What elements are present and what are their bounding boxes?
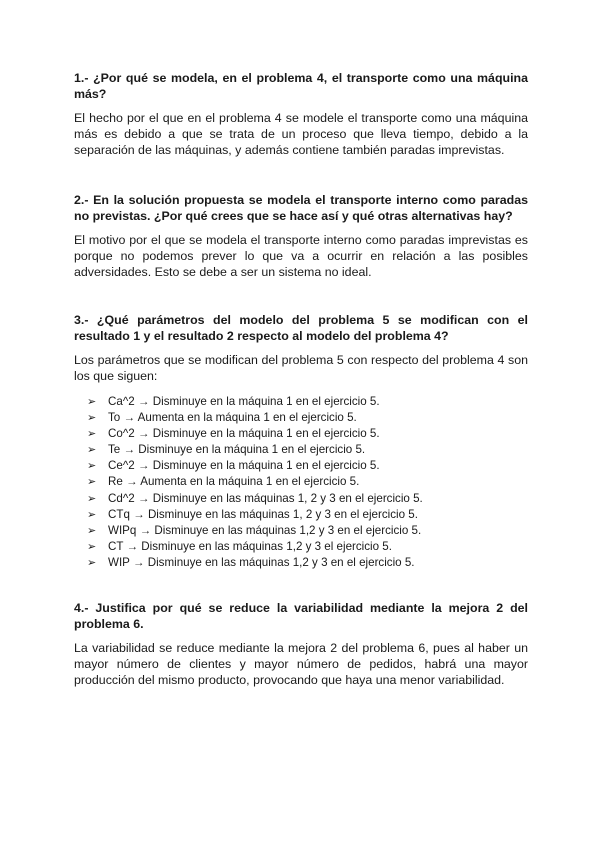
question-1: 1.- ¿Por qué se modela, en el problema 4, el transporte como una máquina más? xyxy=(74,71,528,101)
list-item xyxy=(87,394,528,410)
arrow-bullet-icon: ➢ xyxy=(87,412,97,425)
arrow-bullet-icon: ➢ xyxy=(87,396,97,408)
list-item xyxy=(87,474,528,490)
list-item-text: Cd^2 → Disminuye en las máquinas 1, 2 y 3 en el ejercicio 5. xyxy=(108,491,423,505)
list-item-text: WIP → Disminuye en las máquinas 1,2 y 3 en el ejercicio 5. xyxy=(108,555,415,569)
arrow-bullet-icon: ➢ xyxy=(87,492,97,505)
list-item-text: Re → Aumenta en la máquina 1 en el ejercicio 5. xyxy=(108,475,360,489)
section-4 xyxy=(74,600,528,688)
arrow-bullet-icon: ➢ xyxy=(87,444,97,457)
section-2 xyxy=(74,192,528,280)
answer-3: Los parámetros que se modifican del problema 5 con respecto del problema 4 son los que siguen: xyxy=(74,353,528,383)
list-item-text: Ca^2 → Disminuye en la máquina 1 en el ejercicio 5. xyxy=(108,395,380,408)
answer-4: La variabilidad se reduce mediante la mejora 2 del problema 6, pues al haber un mayor número de clientes y mayor número de pedidos, habrá una mayor producción del mismo producto, provocando que haya una menor variabilidad. xyxy=(74,641,528,687)
arrow-bullet-icon: ➢ xyxy=(87,524,97,537)
list-item xyxy=(87,507,528,523)
list-item-text: Te → Disminuye en la máquina 1 en el ejercicio 5. xyxy=(108,443,366,457)
list-item xyxy=(87,410,528,426)
list-item xyxy=(87,491,528,507)
list-item xyxy=(87,442,528,458)
question-3: 3.- ¿Qué parámetros del modelo del problema 5 se modifican con el resultado 1 y el resultado 2 respecto al modelo del problema 4? xyxy=(74,313,528,343)
list-item-text: Ce^2 → Disminuye en la máquina 1 en el ejercicio 5. xyxy=(108,459,380,473)
arrow-bullet-icon: ➢ xyxy=(87,540,97,553)
list-item xyxy=(87,426,528,442)
section-1 xyxy=(74,70,528,158)
arrow-bullet-icon: ➢ xyxy=(87,508,97,521)
question-4: 4.- Justifica por qué se reduce la variabilidad mediante la mejora 2 del problema 6. xyxy=(74,601,528,631)
answer-2: El motivo por el que se modela el transporte interno como paradas imprevistas es porque no podemos prever lo que va a ocurrir en relación a las posibles adversidades. Esto se debe a ser un sistema no ideal. xyxy=(74,233,528,279)
list-item-text: Co^2 → Disminuye en la máquina 1 en el ejercicio 5. xyxy=(108,427,380,441)
answer-1: El hecho por el que en el problema 4 se modele el transporte como una máquina más es debido a que se trata de un proceso que lleva tiempo, debido a la separación de las máquinas, y además contiene también paradas imprevistas. xyxy=(74,111,528,157)
list-item xyxy=(87,539,528,555)
list-item-text: To → Aumenta en la máquina 1 en el ejercicio 5. xyxy=(108,411,357,425)
question-2: 2.- En la solución propuesta se modela el transporte interno como paradas no previstas. ¿Por qué crees que se hace así y qué otras alternativas hay? xyxy=(74,193,528,223)
list-item-text: WIPq → Disminuye en las máquinas 1,2 y 3 en el ejercicio 5. xyxy=(108,523,422,537)
list-item-text: CT → Disminuye en las máquinas 1,2 y 3 el ejercicio 5. xyxy=(108,539,392,553)
arrow-bullet-icon: ➢ xyxy=(87,476,97,489)
arrow-bullet-icon: ➢ xyxy=(87,460,97,473)
list-item-text: CTq → Disminuye en las máquinas 1, 2 y 3 en el ejercicio 5. xyxy=(108,507,418,521)
arrow-bullet-icon: ➢ xyxy=(87,428,97,441)
parameter-list xyxy=(74,394,528,571)
list-item xyxy=(87,523,528,539)
list-item xyxy=(87,458,528,474)
section-3 xyxy=(74,312,528,571)
list-item xyxy=(87,555,528,571)
arrow-bullet-icon: ➢ xyxy=(87,556,97,569)
